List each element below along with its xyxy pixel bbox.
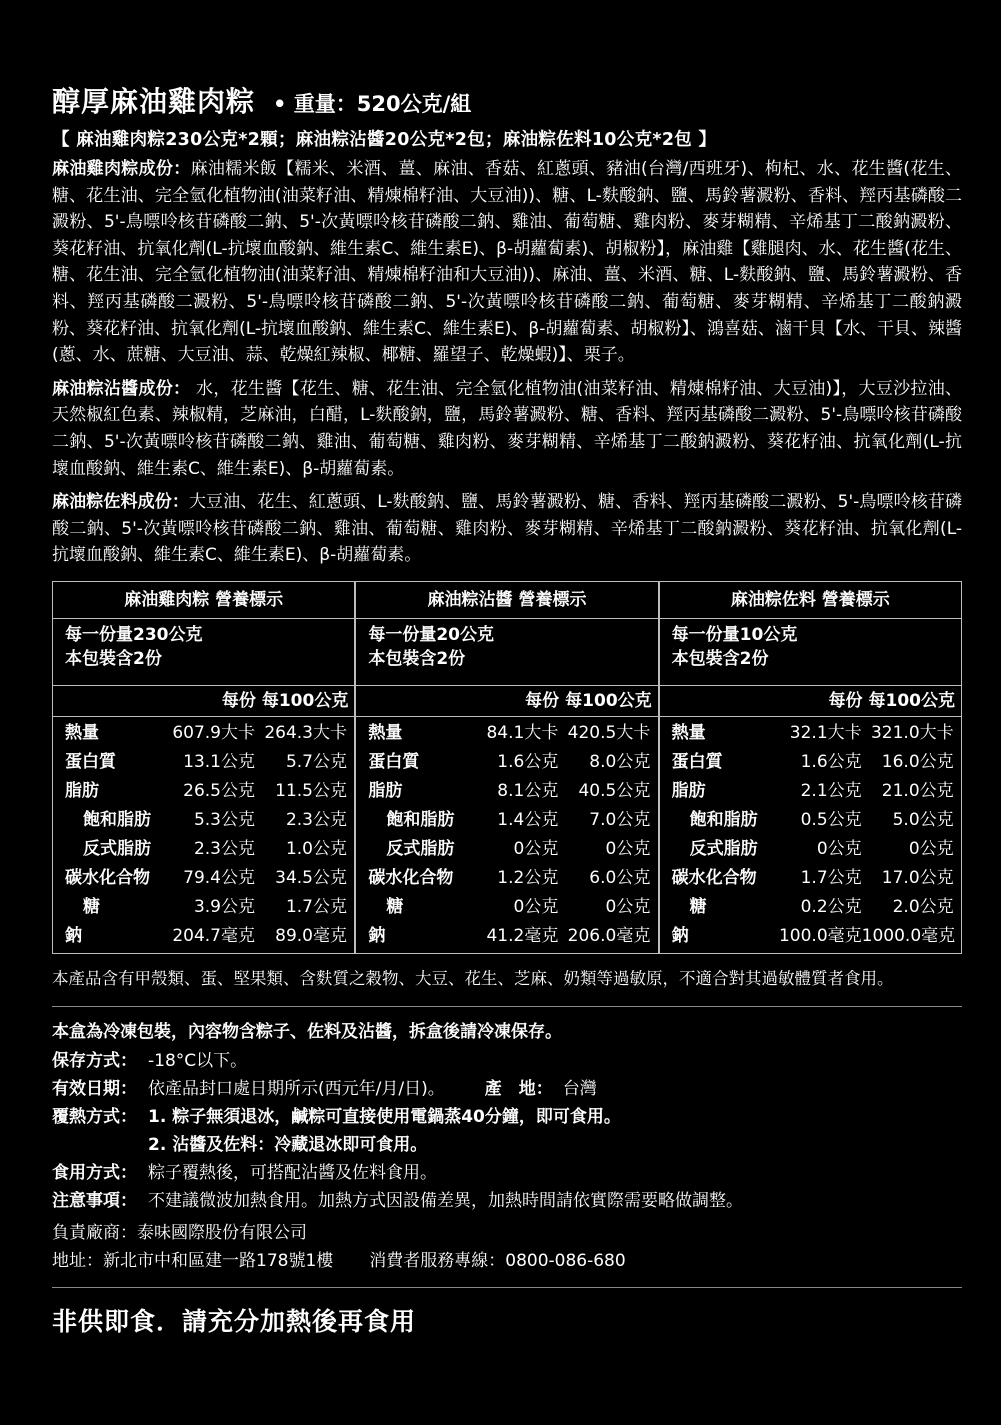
value-per-100g: 2.3公克 — [285, 809, 347, 830]
nutrition-tables — [52, 581, 962, 954]
value-per-serving: 8.1公克 — [497, 780, 559, 801]
notice-value: 不建議微波加熱食用。加熱方式因設備差異，加熱時間請依實際需要略做調整。 — [148, 1190, 743, 1211]
value-per-100g: 0公克 — [908, 838, 954, 859]
value-per-serving: 0公克 — [513, 896, 559, 917]
nutrient-name: 糖 — [386, 896, 404, 917]
ingredients-sauce — [52, 376, 962, 482]
nutrition-row — [53, 777, 354, 806]
value-per-serving: 0公克 — [513, 838, 559, 859]
nutrition-row — [356, 806, 657, 835]
value-per-serving: 32.1大卡 — [789, 722, 862, 743]
ingredients-zongzi — [52, 156, 962, 369]
nutrient-name: 鈉 — [65, 925, 82, 946]
notice-key: 注意事項： — [52, 1190, 137, 1211]
servings-per-pack: 本包裝含2份 — [368, 648, 466, 669]
divider — [52, 1006, 962, 1007]
serving-size: 每一份量230公克 — [65, 624, 203, 645]
allergen-notice: 本產品含有甲殼類、蛋、堅果類、含麩質之穀物、大豆、花生、芝麻、奶類等過敏原，不適合對其過敏體質者食用。 — [52, 968, 894, 988]
nutrition-row — [356, 719, 657, 748]
serving-info — [660, 619, 961, 686]
nutrient-name: 糖 — [83, 896, 100, 917]
value-per-serving: 79.4公克 — [183, 867, 255, 888]
serving-size: 每一份量20公克 — [368, 624, 494, 645]
nutrition-table — [659, 581, 962, 954]
nutrition-row — [356, 922, 657, 951]
hotline: 消費者服務專線：0800-086-680 — [369, 1250, 626, 1271]
manufacturer: 負責廠商：泰味國際股份有限公司 — [52, 1222, 307, 1243]
nutrient-name: 反式脂肪 — [386, 838, 455, 859]
nutrition-row — [660, 835, 961, 864]
nutrition-rows — [660, 717, 961, 953]
ingredients-text: 大豆油、花生、紅蔥頭、L-麩酸鈉、鹽、馬鈴薯澱粉、糖、香料、羥丙基磷酸二澱粉、5'-鳥嘌呤核苷磷酸二鈉、5'-次黃嘌呤核苷磷酸二鈉、雞油、葡萄糖、雞肉粉、麥芽糊精、辛烯基丁二酸鈉澱粉、葵花籽油、抗氧化劑(L-抗壞血酸鈉、維生素C、維生素E)、β-胡蘿蔔素。 — [52, 492, 962, 566]
nutrient-name: 鈉 — [671, 925, 689, 946]
value-per-serving: 607.9大卡 — [172, 722, 255, 743]
nutrition-row — [53, 719, 354, 748]
divider — [52, 1287, 962, 1288]
usage-value: 粽子覆熱後，可搭配沾醬及佐料食用。 — [148, 1162, 437, 1183]
package-contents: 【 麻油雞肉粽230公克*2顆；麻油粽沾醬20公克*2包；麻油粽佐料10公克*2包 】 — [52, 130, 717, 150]
nutrient-name: 飽和脂肪 — [386, 809, 455, 830]
nutrition-row — [660, 748, 961, 777]
value-per-serving: 41.2毫克 — [486, 925, 559, 946]
value-per-100g: 40.5公克 — [578, 780, 651, 801]
serving-size: 每一份量10公克 — [671, 624, 798, 645]
value-per-serving: 204.7毫克 — [172, 925, 255, 946]
ingredients-label: 麻油粽沾醬成份： — [52, 378, 191, 399]
value-per-serving: 1.4公克 — [497, 809, 559, 830]
heating-warning: 非供即食．請充分加熱後再食用 — [52, 1306, 417, 1336]
title-row — [52, 80, 962, 124]
nutrition-table — [52, 581, 355, 954]
value-per-100g: 5.0公克 — [892, 809, 954, 830]
nutrition-rows — [356, 717, 657, 953]
ingredients-text: 麻油糯米飯【糯米、米酒、薑、麻油、香菇、紅蔥頭、豬油(台灣/西班牙)、枸杞、水、花生醬(花生、糖、花生油、完全氫化植物油(油菜籽油、精煉棉籽油、大豆油))、糖、L-麩酸鈉、鹽、馬鈴薯澱粉、香料、羥丙基磷酸二澱粉、5'-鳥嘌呤核苷磷酸二鈉、5'-次黃嘌呤核苷磷酸二鈉、雞油、葡萄糖、雞肉粉、麥芽糊精、辛烯基丁二酸鈉澱粉、葵花籽油、抗氧化劑(L-抗壞血酸鈉、維生素C、維生素E)、β-胡蘿蔔素)、胡椒粉】，麻油雞【雞腿肉、水、花生醬(花生、糖、花生油、完全氫化植物油(油菜籽油、精煉棉籽油和大豆油))、麻油、薑、米酒、糖、L-麩酸鈉、鹽、馬鈴薯澱粉、香料、羥丙基磷酸二澱粉、5'-鳥嘌呤核苷磷酸二鈉、5'-次黃嘌呤核苷磷酸二鈉、葡萄糖、麥芽糊精、辛烯基丁二酸鈉澱粉、葵花籽油、抗氧化劑(L-抗壞血酸鈉、維生素C、維生素E)、β-胡蘿蔔素、胡椒粉】、鴻喜菇、滷干貝【水、干貝、辣醬(蔥、水、蔗糖、大豆油、蒜、乾燥紅辣椒、椰糖、羅望子、乾燥蝦)】、栗子。 — [52, 159, 963, 366]
nutrient-name: 脂肪 — [368, 780, 403, 801]
value-per-serving: 5.3公克 — [193, 809, 255, 830]
nutrient-name: 熱量 — [65, 722, 99, 743]
product-label — [52, 80, 962, 1338]
col-per-100g: 每100公克 — [868, 690, 955, 711]
value-per-100g: 1.0公克 — [285, 838, 347, 859]
nutrient-name: 飽和脂肪 — [83, 809, 151, 830]
usage-row — [52, 1159, 962, 1187]
column-headers — [356, 686, 657, 717]
ingredients-condiment — [52, 489, 962, 569]
nutrient-name: 蛋白質 — [65, 751, 116, 772]
expiry-key: 有效日期： — [52, 1078, 137, 1099]
maker-block — [52, 1219, 962, 1275]
nutrient-name: 鈉 — [368, 925, 386, 946]
nutrition-table — [355, 581, 658, 954]
nutrition-row — [53, 864, 354, 893]
ingredients-label: 麻油雞肉粽成份： — [52, 159, 191, 179]
usage-key: 食用方式： — [52, 1162, 137, 1183]
reheat-step-2: 2. 沾醬及佐料：冷藏退冰即可食用。 — [148, 1134, 428, 1155]
value-per-serving: 84.1大卡 — [486, 722, 559, 743]
nutrient-name: 蛋白質 — [368, 751, 420, 772]
ingredients-label: 麻油粽佐料成份： — [52, 492, 189, 513]
nutrition-row — [660, 719, 961, 748]
value-per-100g: 89.0毫克 — [275, 925, 347, 946]
value-per-100g: 1000.0毫克 — [861, 925, 956, 946]
column-headers — [53, 686, 354, 717]
value-per-serving: 1.2公克 — [497, 867, 559, 888]
value-per-serving: 2.1公克 — [800, 780, 862, 801]
nutrient-name: 熱量 — [671, 722, 706, 743]
value-per-100g: 6.0公克 — [589, 867, 651, 888]
value-per-serving: 1.7公克 — [800, 867, 862, 888]
value-per-serving: 1.6公克 — [497, 751, 559, 772]
nutrition-row — [53, 806, 354, 835]
serving-info — [53, 619, 354, 686]
nutrition-row — [356, 835, 657, 864]
value-per-100g: 1.7公克 — [285, 896, 347, 917]
reheat-key: 覆熱方式： — [52, 1106, 137, 1127]
info-block — [52, 1047, 962, 1215]
nutrition-row — [660, 893, 961, 922]
nutrient-name: 飽和脂肪 — [689, 809, 758, 830]
value-per-100g: 5.7公克 — [285, 751, 347, 772]
nutrition-row — [53, 748, 354, 777]
value-per-100g: 264.3大卡 — [264, 722, 347, 743]
nutrition-row — [53, 922, 354, 951]
nutrition-row — [660, 777, 961, 806]
expiry-value: 依產品封口處日期所示(西元年/月/日)。 — [148, 1078, 445, 1099]
value-per-100g: 7.0公克 — [589, 809, 651, 830]
origin-key: 產 地： — [484, 1078, 553, 1099]
value-per-serving: 3.9公克 — [193, 896, 255, 917]
nutrient-name: 碳水化合物 — [65, 867, 150, 888]
nutrition-rows — [53, 717, 354, 953]
value-per-100g: 17.0公克 — [881, 867, 954, 888]
value-per-100g: 0公克 — [605, 838, 651, 859]
nutrient-name: 脂肪 — [65, 780, 99, 801]
product-weight: • 重量：520公克/組 — [273, 92, 472, 116]
col-per-100g: 每100公克 — [261, 690, 349, 711]
nutrient-name: 熱量 — [368, 722, 403, 743]
nutrient-name: 蛋白質 — [671, 751, 723, 772]
nutrition-row — [660, 922, 961, 951]
value-per-100g: 206.0毫克 — [567, 925, 651, 946]
value-per-serving: 1.6公克 — [800, 751, 862, 772]
nutrition-row — [356, 864, 657, 893]
storage-key: 保存方式： — [52, 1050, 137, 1071]
storage-note: 本盒為冷凍包裝，內容物含粽子、佐料及沾醬，拆盒後請冷凍保存。 — [52, 1021, 562, 1042]
value-per-100g: 420.5大卡 — [567, 722, 651, 743]
column-headers — [660, 686, 961, 717]
value-per-100g: 16.0公克 — [881, 751, 954, 772]
value-per-100g: 8.0公克 — [589, 751, 651, 772]
value-per-100g: 21.0公克 — [881, 780, 954, 801]
notice-row — [52, 1187, 962, 1215]
servings-per-pack: 本包裝含2份 — [65, 648, 162, 669]
nutrient-name: 反式脂肪 — [83, 838, 151, 859]
value-per-serving: 0.5公克 — [800, 809, 862, 830]
nutrition-row — [660, 864, 961, 893]
reheat-row — [52, 1103, 962, 1131]
nutrition-row — [356, 777, 657, 806]
nutrition-header: 麻油雞肉粽 營養標示 — [53, 582, 354, 619]
address: 地址：新北市中和區建一路178號1樓 — [52, 1250, 334, 1271]
value-per-100g: 34.5公克 — [275, 867, 347, 888]
servings-per-pack: 本包裝含2份 — [671, 648, 769, 669]
nutrition-row — [53, 835, 354, 864]
col-per-serving: 每份 — [221, 690, 256, 711]
serving-info — [356, 619, 657, 686]
nutrition-row — [356, 748, 657, 777]
nutrient-name: 碳水化合物 — [671, 867, 757, 888]
nutrient-name: 碳水化合物 — [368, 867, 454, 888]
nutrition-row — [356, 893, 657, 922]
expiry-row — [52, 1075, 962, 1103]
col-per-serving: 每份 — [828, 690, 863, 711]
value-per-100g: 0公克 — [605, 896, 651, 917]
nutrition-header: 麻油粽沾醬 營養標示 — [356, 582, 657, 619]
nutrition-header: 麻油粽佐料 營養標示 — [660, 582, 961, 619]
origin-value: 台灣 — [562, 1078, 597, 1099]
nutrient-name: 糖 — [689, 896, 707, 917]
col-per-100g: 每100公克 — [565, 690, 652, 711]
reheat-step-1: 1. 粽子無須退冰，鹹粽可直接使用電鍋蒸40分鐘，即可食用。 — [148, 1106, 621, 1127]
nutrition-row — [660, 806, 961, 835]
value-per-serving: 0公克 — [816, 838, 862, 859]
nutrient-name: 反式脂肪 — [689, 838, 758, 859]
nutrient-name: 脂肪 — [671, 780, 706, 801]
storage-row — [52, 1047, 962, 1075]
value-per-100g: 2.0公克 — [892, 896, 954, 917]
nutrition-row — [53, 893, 354, 922]
origin — [485, 1075, 597, 1103]
product-title: 醇厚麻油雞肉粽 — [52, 85, 256, 118]
col-per-serving: 每份 — [525, 690, 560, 711]
address-row — [52, 1247, 962, 1275]
value-per-100g: 11.5公克 — [275, 780, 347, 801]
value-per-serving: 26.5公克 — [183, 780, 255, 801]
value-per-100g: 321.0大卡 — [870, 722, 954, 743]
spacer — [52, 1131, 148, 1159]
value-per-serving: 13.1公克 — [183, 751, 255, 772]
value-per-serving: 100.0毫克 — [778, 925, 862, 946]
storage-value: -18°C以下。 — [148, 1050, 248, 1071]
value-per-serving: 0.2公克 — [800, 896, 862, 917]
ingredients-text: 水，花生醬【花生、糖、花生油、完全氫化植物油(油菜籽油、精煉棉籽油、大豆油)】，大豆沙拉油、天然椒紅色素、辣椒精，芝麻油，白醋，L-麩酸鈉，鹽，馬鈴薯澱粉、糖、香料、羥丙基磷酸二澱粉、5'-鳥嘌呤核苷磷酸二鈉、5'-次黃嘌呤核苷磷酸二鈉、雞油、葡萄糖、雞肉粉、麥芽糊精、辛烯基丁二酸鈉澱粉、葵花籽油、抗氧化劑(L-抗壞血酸鈉、維生素C、維生素E)、β-胡蘿蔔素。 — [52, 378, 963, 479]
reheat-row-2 — [52, 1131, 962, 1159]
value-per-serving: 2.3公克 — [193, 838, 255, 859]
